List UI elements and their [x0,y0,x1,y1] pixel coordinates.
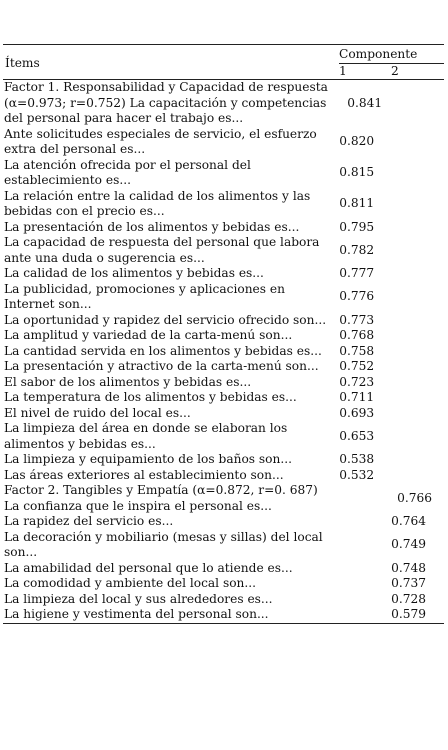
factor-loadings-table [3,44,444,624]
loading-component-2: 0.749 [391,537,427,552]
table-row [3,514,444,530]
loading-component-1: 0.782 [339,242,375,257]
item-text: El sabor de los alimentos y bebidas es... [4,374,252,389]
loading-component-1: 0.841 [347,95,383,110]
table-row [3,235,444,266]
loading-component-1: 0.776 [339,289,375,304]
table-row [3,452,444,468]
loading-component-1: 0.773 [339,312,375,327]
table-row [3,468,444,484]
table-row [3,282,444,313]
table-row [3,127,444,158]
item-text: La calidad de los alimentos y bebidas es... [4,266,264,280]
item-text: La amplitud y variedad de la carta-menú son... [4,328,293,342]
item-text: La rapidez del servicio es... [4,514,174,528]
table-row [3,592,444,608]
table-row [3,313,444,329]
loading-component-1: 0.532 [339,467,375,482]
table-row [3,189,444,220]
table-row [3,390,444,406]
item-text: La cantidad servida en los alimentos y bebidas es... [4,343,322,358]
loading-component-1: 0.723 [339,374,375,389]
component-2-header: 2 [391,64,399,78]
table-row [3,375,444,391]
item-text: La presentación y atractivo de la carta-menú son... [4,359,319,373]
item-text: La limpieza del local y sus alrededores es... [4,591,273,606]
table-row [3,561,444,577]
table-row [3,483,444,514]
loading-component-1: 0.653 [339,428,375,443]
loading-component-2: 0.766 [397,490,432,505]
table-row [3,421,444,452]
loading-component-1: 0.777 [339,266,375,280]
table-row [3,576,444,592]
table-row [3,406,444,422]
table-row [3,266,444,282]
loading-component-1: 0.752 [339,359,375,373]
loading-component-2: 0.728 [391,591,427,606]
component-1-header: 1 [339,64,347,78]
table-row [3,220,444,236]
table-row [3,158,444,189]
loading-component-1: 0.768 [339,328,375,342]
table-row [3,344,444,360]
item-text: La limpieza del área en donde se elaboran los alimentos y bebidas es... [4,421,288,451]
item-text: La amabilidad del personal que lo atiende es... [4,560,293,575]
item-text: Factor 2. Tangibles y Empatía (α=0.872, r=0. 687) La confianza que le inspira el personal es... [4,483,318,513]
item-text: La comodidad y ambiente del local son... [4,576,257,590]
item-text: La limpieza y equipamiento de los baños son... [4,452,292,466]
item-text: Las áreas exteriores al establecimiento son... [4,467,284,482]
table-row [3,359,444,375]
item-text: La relación entre la calidad de los alimentos y las bebidas con el precio es... [4,188,311,218]
loading-component-1: 0.538 [339,452,375,466]
table-row [3,80,444,127]
loading-component-2: 0.748 [391,560,427,575]
item-text: La oportunidad y rapidez del servicio ofrecido son... [4,312,327,327]
loading-component-1: 0.758 [339,343,375,358]
table-row [3,607,444,623]
item-text: Factor 1. Responsabilidad y Capacidad de respuesta (α=0.973; r=0.752) La capacitación y competencias del personal para hacer el trabajo es... [4,80,328,125]
item-text: La decoración y mobiliario (mesas y sillas) del local son... [4,529,323,559]
item-text: La higiene y vestimenta del personal son... [4,607,269,621]
loading-component-2: 0.579 [391,607,427,621]
item-text: La presentación de los alimentos y bebidas es... [4,219,300,234]
items-column-header: Ítems [5,56,40,70]
loading-component-2: 0.737 [391,576,427,590]
loading-component-1: 0.815 [339,165,375,180]
component-group-header: Componente [339,47,418,61]
table-header [3,45,444,80]
table-bottom-rule [3,623,444,624]
loading-component-2: 0.764 [391,514,427,528]
table-row [3,328,444,344]
loading-component-1: 0.811 [339,196,375,211]
table-row [3,530,444,561]
item-text: El nivel de ruido del local es... [4,405,191,420]
loading-component-1: 0.711 [339,390,375,404]
item-text: La atención ofrecida por el personal del establecimiento es... [4,157,251,187]
table-body [3,80,444,623]
loading-component-1: 0.795 [339,219,375,234]
loading-component-1: 0.820 [339,134,375,149]
item-text: La publicidad, promociones y aplicaciones en Internet son... [4,281,285,311]
item-text: La temperatura de los alimentos y bebidas es... [4,390,297,404]
item-text: La capacidad de respuesta del personal que labora ante una duda o sugerencia es... [4,235,320,265]
loading-component-1: 0.693 [339,405,375,420]
item-text: Ante solicitudes especiales de servicio, el esfuerzo extra del personal es... [4,126,317,156]
